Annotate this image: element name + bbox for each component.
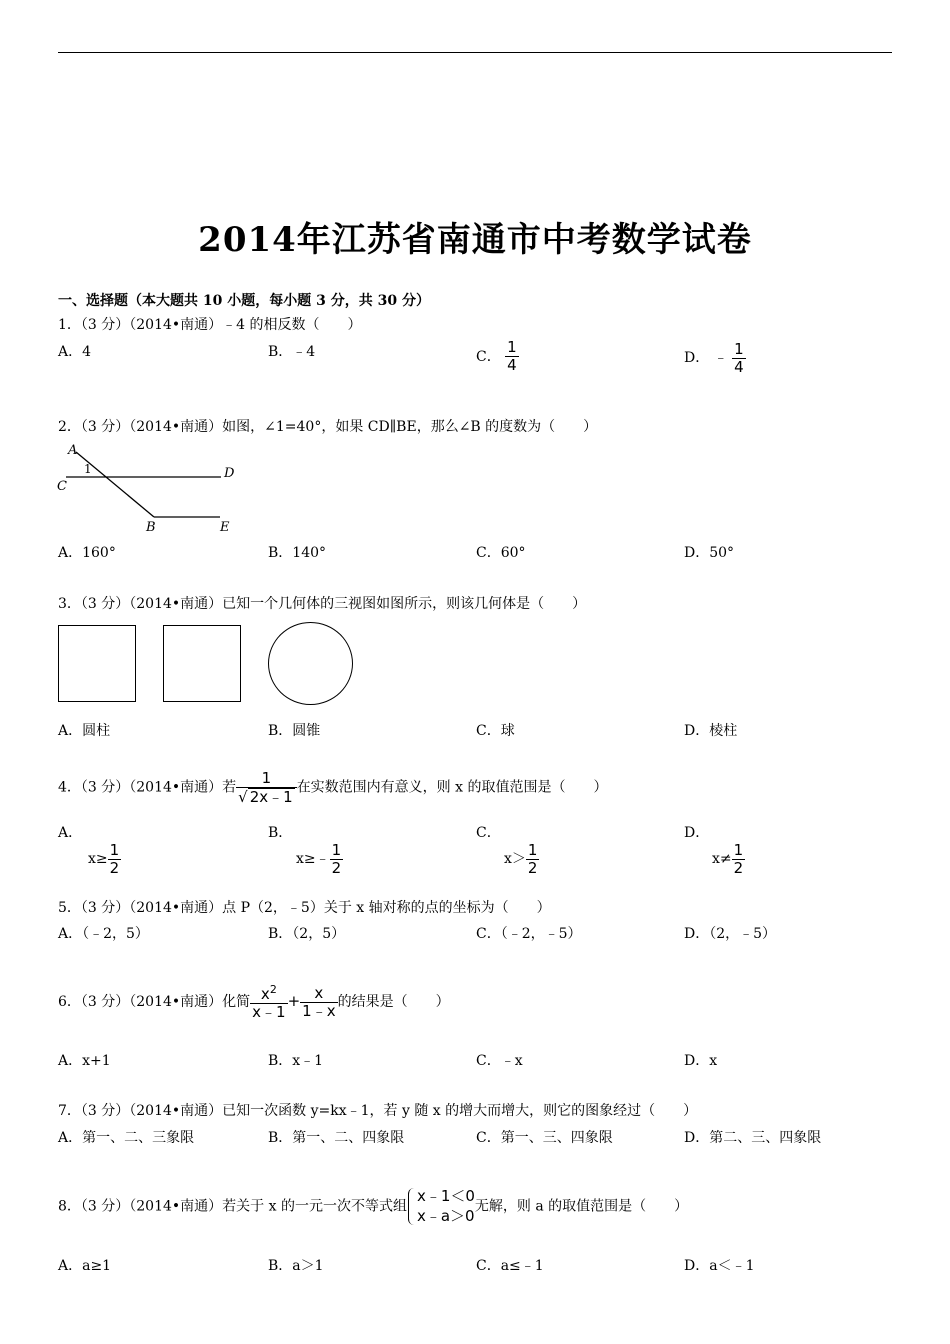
fraction-denominator: 4	[734, 357, 744, 376]
question-2-stem: 2．（3 分）（2014•南通）如图，∠1=40°，如果 CD∥BE，那么∠B 的度数为（ ）	[58, 419, 598, 435]
option-label: D．	[684, 350, 710, 366]
fraction	[250, 984, 287, 1020]
fraction	[236, 770, 297, 805]
question-3-stem: 3．（3 分）（2014•南通）已知一个几何体的三视图如图所示，则该几何体是（ ）	[58, 596, 587, 612]
question-5-option-b[interactable]: B．（2，5）	[268, 926, 346, 942]
question-5-option-d[interactable]: D．（2，﹣5）	[684, 926, 777, 942]
stem-text: 8．（3 分）（2014•南通）若关于 x 的一元一次不等式组	[58, 1198, 407, 1215]
question-3-option-c[interactable]: C．球	[476, 723, 515, 739]
question-7-stem: 7．（3 分）（2014•南通）已知一次函数 y=kx﹣1，若 y 随 x 的增大而增大，则它的图象经过（ ）	[58, 1103, 698, 1119]
question-6-option-b[interactable]: B．x﹣1	[268, 1053, 324, 1069]
exponent: 2	[269, 983, 277, 996]
option-label: C．	[476, 825, 501, 841]
question-2-option-d[interactable]: D．50°	[684, 545, 735, 561]
question-4-option-c[interactable]	[476, 822, 539, 876]
question-7-option-d[interactable]: D．第二、三、四象限	[684, 1130, 822, 1146]
question-1-stem: 1．（3 分）（2014•南通）﹣4 的相反数（ ）	[58, 317, 362, 333]
question-1-option-b[interactable]: B．﹣4	[268, 344, 316, 360]
fraction-denominator: 4	[507, 355, 517, 374]
fraction	[300, 985, 337, 1019]
question-8-option-a[interactable]: A．a≥1	[58, 1258, 112, 1274]
minus-sign: ﹣	[713, 350, 728, 366]
header-rule	[58, 52, 892, 53]
question-7-option-c[interactable]: C．第一、三、四象限	[476, 1130, 613, 1146]
label-a: A	[68, 443, 78, 458]
label-d: D	[224, 466, 235, 481]
label-e: E	[220, 520, 230, 535]
question-6-option-a[interactable]: A．x+1	[58, 1053, 111, 1069]
question-8-stem	[58, 1186, 688, 1227]
fraction-numerator: 1	[331, 841, 342, 859]
question-3-option-a[interactable]: A．圆柱	[58, 723, 111, 739]
fraction	[526, 842, 540, 876]
question-1-option-a[interactable]: A．4	[58, 344, 92, 360]
label-angle-1: 1	[84, 462, 92, 476]
question-5-stem: 5．（3 分）（2014•南通）点 P（2，﹣5）关于 x 轴对称的点的坐标为（ ）	[58, 900, 551, 916]
option-label: C．	[476, 349, 501, 365]
fraction	[732, 341, 746, 375]
fraction-numerator	[250, 984, 287, 1003]
option-label: A．	[58, 825, 83, 841]
question-4-option-a[interactable]	[58, 822, 121, 876]
fraction-numerator: 1	[733, 841, 744, 859]
inequality-line-2: x﹣a＞0	[416, 1207, 475, 1226]
option-text: x≥﹣	[296, 851, 330, 867]
question-1-option-c[interactable]	[476, 338, 519, 374]
fraction-denominator: 2	[109, 858, 120, 877]
fraction-denominator: 1﹣x	[302, 1001, 336, 1020]
label-c: C	[57, 479, 67, 494]
fraction-numerator: 1	[734, 340, 744, 358]
stem-text: 4．（3 分）（2014•南通）若	[58, 779, 237, 796]
question-5-option-a[interactable]: A．（﹣2，5）	[58, 926, 149, 942]
plus-sign: +	[287, 992, 301, 1010]
question-6-option-d[interactable]: D．x	[684, 1053, 718, 1069]
stem-text: 在实数范围内有意义，则 x 的取值范围是（ ）	[296, 779, 608, 796]
question-4-stem	[58, 770, 607, 805]
fraction	[505, 339, 519, 373]
radicand: 2x﹣1	[249, 787, 293, 806]
fraction-denominator: √ 2x﹣1	[236, 787, 297, 806]
label-b: B	[146, 520, 156, 535]
fraction	[108, 842, 122, 876]
question-7-option-b[interactable]: B．第一、二、四象限	[268, 1130, 405, 1146]
section-heading: 一、选择题（本大题共 10 小题，每小题 3 分，共 30 分）	[58, 293, 430, 309]
fraction	[732, 842, 746, 876]
question-2-figure	[54, 440, 244, 536]
question-4-option-d[interactable]	[684, 822, 745, 876]
question-2-option-a[interactable]: A．160°	[58, 545, 116, 561]
fraction-denominator: 2	[733, 858, 744, 877]
question-5-option-c[interactable]: C．（﹣2，﹣5）	[476, 926, 582, 942]
question-6-stem	[58, 984, 450, 1020]
question-4-option-b[interactable]	[268, 822, 343, 876]
question-7-option-a[interactable]: A．第一、二、三象限	[58, 1130, 195, 1146]
question-3-option-d[interactable]: D．棱柱	[684, 723, 738, 739]
page-title: 2014年江苏省南通市中考数学试卷	[198, 220, 752, 260]
fraction	[330, 842, 344, 876]
front-view-square	[58, 625, 136, 702]
inequality-line-1: x﹣1＜0	[416, 1187, 475, 1205]
stem-text: 6．（3 分）（2014•南通）化简	[58, 994, 251, 1010]
fraction-numerator: 1	[109, 841, 120, 859]
inequality-system	[407, 1186, 475, 1227]
option-label: D．	[684, 825, 710, 841]
fraction-numerator: 1	[507, 338, 517, 356]
question-6-option-c[interactable]: C．﹣x	[476, 1053, 523, 1069]
fraction-denominator: 2	[331, 858, 342, 877]
question-8-option-d[interactable]: D．a＜﹣1	[684, 1258, 755, 1274]
fraction-denominator: 2	[527, 858, 538, 877]
fraction-denominator: x﹣1	[252, 1002, 286, 1021]
option-text: x＞	[504, 851, 526, 867]
option-text: x≥	[88, 851, 108, 867]
stem-text: 无解，则 a 的取值范围是（ ）	[474, 1198, 689, 1215]
fraction-numerator: 1	[527, 841, 538, 859]
numerator-base: x	[260, 985, 270, 1003]
question-3-option-b[interactable]: B．圆锥	[268, 723, 321, 739]
option-text: x≠	[712, 851, 732, 867]
question-8-option-b[interactable]: B．a＞1	[268, 1258, 324, 1274]
side-view-square	[163, 625, 241, 702]
top-view-circle	[268, 622, 353, 705]
stem-text: 的结果是（ ）	[337, 994, 450, 1010]
fraction-numerator: 1	[261, 769, 272, 787]
question-1-option-d[interactable]	[684, 341, 746, 375]
question-2-option-c[interactable]: C．60°	[476, 545, 526, 561]
question-8-option-c[interactable]: C．a≤﹣1	[476, 1258, 544, 1274]
fraction-numerator: x	[314, 984, 324, 1002]
question-2-option-b[interactable]: B．140°	[268, 545, 327, 561]
option-label: B．	[268, 825, 293, 841]
